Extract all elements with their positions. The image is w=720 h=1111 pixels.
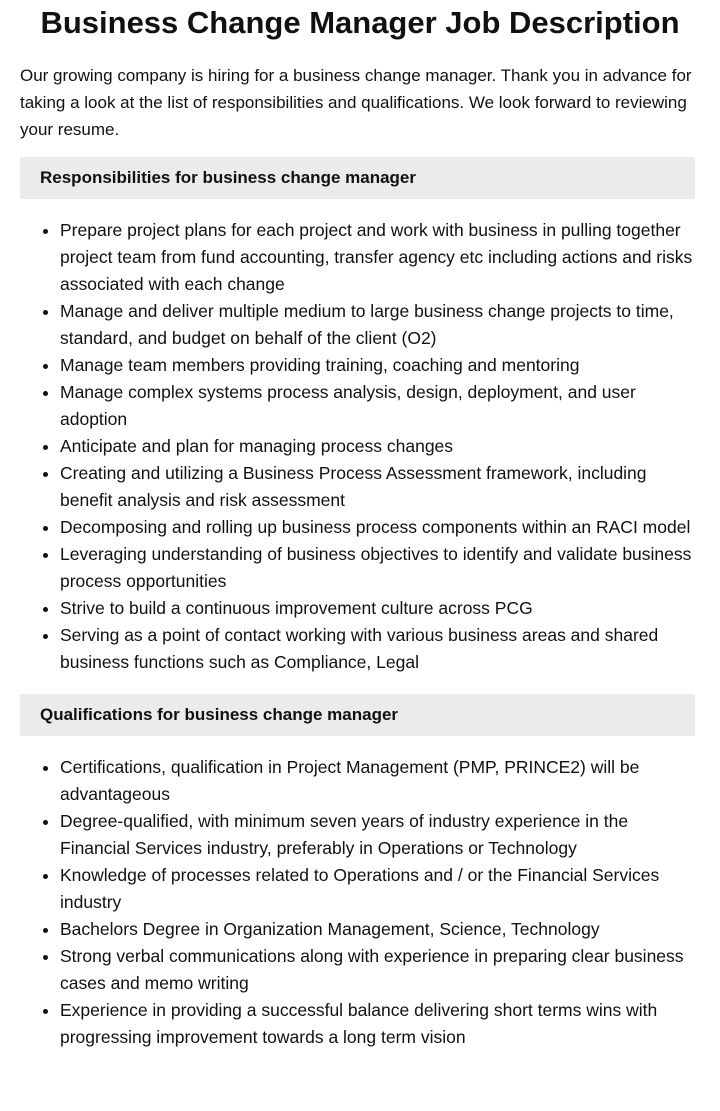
list-item: • Experience in providing a successful balance delivering short terms wins with progressing improvement towards a long term vision: [60, 997, 695, 1051]
list-item: • Strive to build a continuous improvement culture across PCG: [60, 595, 695, 622]
list-item: • Prepare project plans for each project and work with business in pulling together project team from fund accounting, transfer agency etc including actions and risks associated with each change: [60, 217, 695, 298]
list-item: • Anticipate and plan for managing process changes: [60, 433, 695, 460]
list-item: • Manage and deliver multiple medium to large business change projects to time, standard, and budget on behalf of the client (O2): [60, 298, 695, 352]
page-title: Business Change Manager Job Description: [40, 5, 680, 40]
responsibilities-heading: Responsibilities for business change manager: [20, 157, 695, 199]
responsibilities-list: [20, 217, 695, 676]
intro-text: Our growing company is hiring for a business change manager. Thank you in advance for taking a look at the list of responsibilities and qualifications. We look forward to reviewing your resume.: [20, 66, 692, 139]
list-item: • Strong verbal communications along with experience in preparing clear business cases and memo writing: [60, 943, 695, 997]
list-item: • Decomposing and rolling up business process components within an RACI model: [60, 514, 695, 541]
list-item: • Manage complex systems process analysis, design, deployment, and user adoption: [60, 379, 695, 433]
list-item: • Degree-qualified, with minimum seven years of industry experience in the Financial Services industry, preferably in Operations or Technology: [60, 808, 695, 862]
list-item: • Leveraging understanding of business objectives to identify and validate business process opportunities: [60, 541, 695, 595]
list-item: • Knowledge of processes related to Operations and / or the Financial Services industry: [60, 862, 695, 916]
list-item: • Serving as a point of contact working with various business areas and shared business functions such as Compliance, Legal: [60, 622, 695, 676]
qualifications-list: [20, 754, 695, 1051]
qualifications-heading: Qualifications for business change manager: [20, 694, 695, 736]
list-item: • Manage team members providing training, coaching and mentoring: [60, 352, 695, 379]
list-item: • Bachelors Degree in Organization Management, Science, Technology: [60, 916, 695, 943]
list-item: • Certifications, qualification in Project Management (PMP, PRINCE2) will be advantageous: [60, 754, 695, 808]
list-item: • Creating and utilizing a Business Process Assessment framework, including benefit analysis and risk assessment: [60, 460, 695, 514]
